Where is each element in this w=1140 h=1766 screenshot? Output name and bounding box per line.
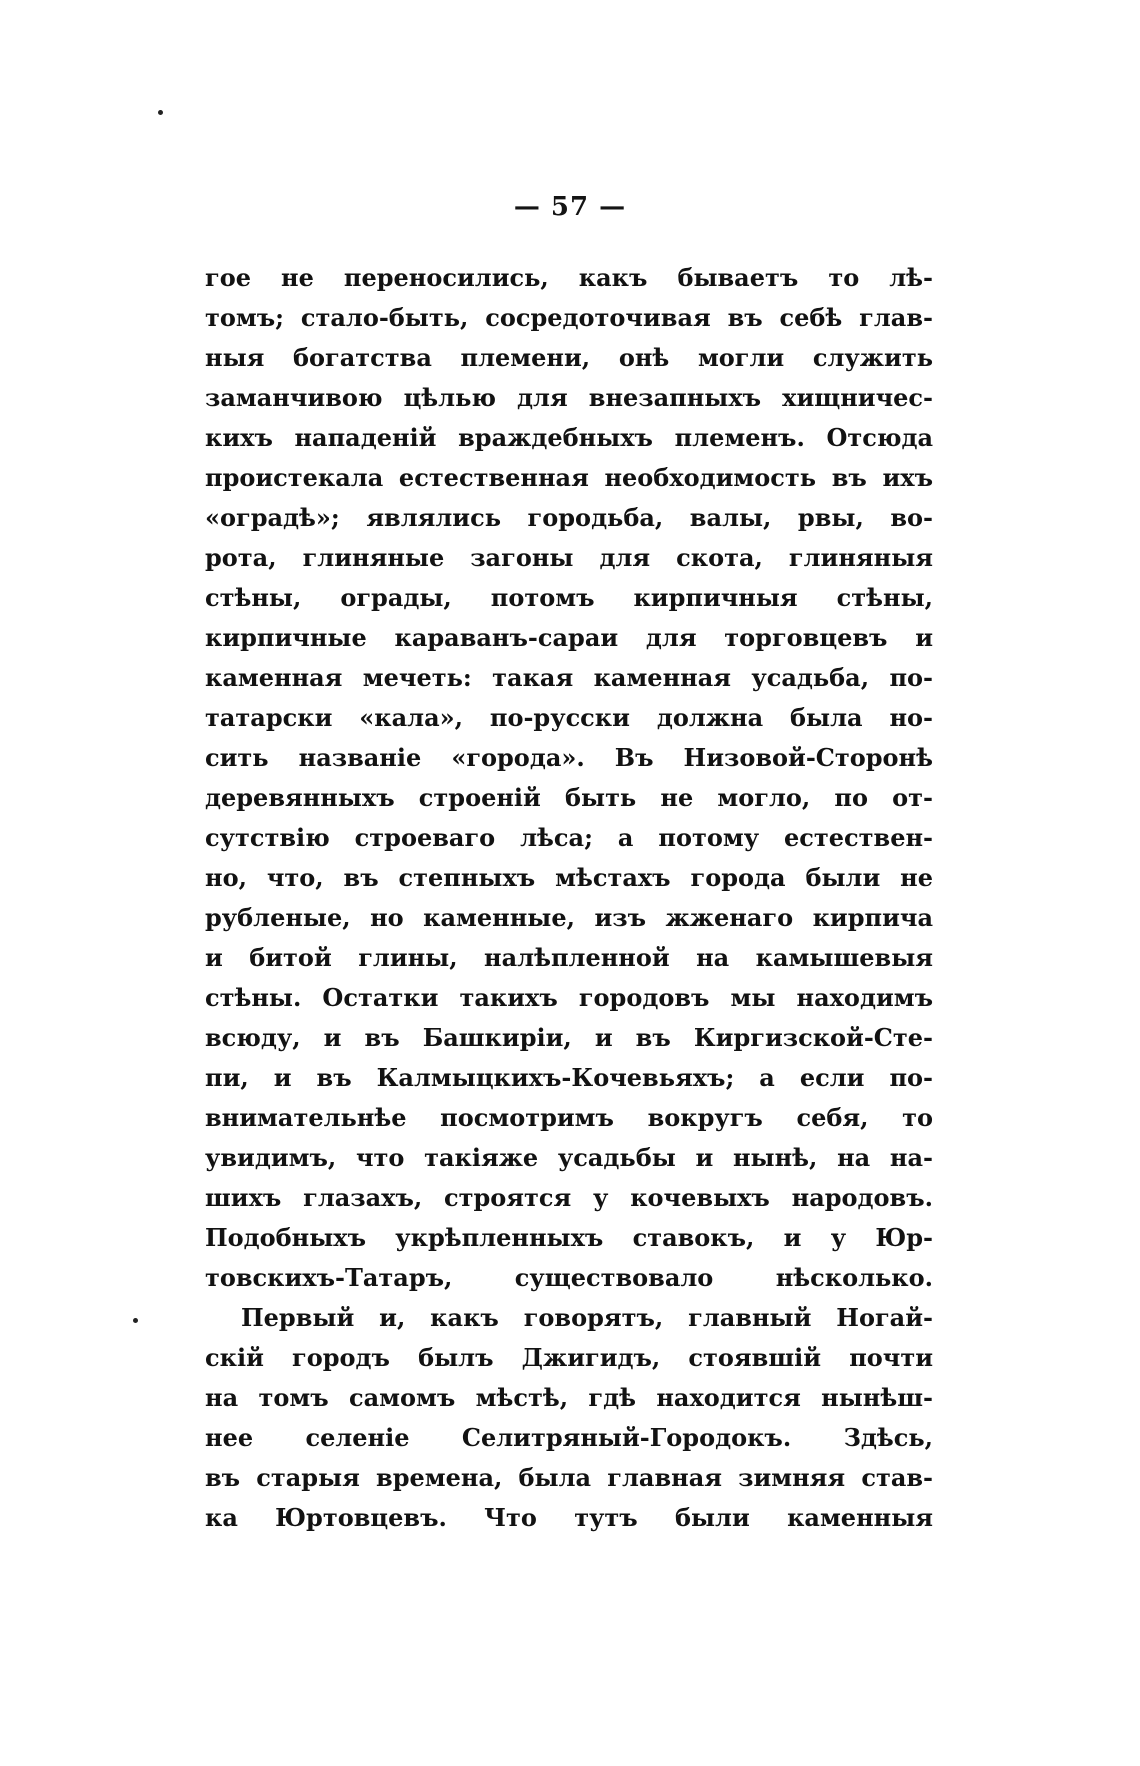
text-line: деревянныхъ строеній быть не могло, по от-	[205, 783, 933, 812]
text-line: рота, глиняные загоны для скота, глиняныя	[205, 543, 933, 572]
text-line: рубленые, но каменные, изъ жженаго кирпича	[205, 903, 933, 932]
text-line: ныя богатства племени, онѣ могли служить	[205, 343, 933, 372]
text-line: Подобныхъ укрѣпленныхъ ставокъ, и у Юр-	[205, 1223, 933, 1252]
text-line: нее селеніе Селитряный-Городокъ. Здѣсь,	[205, 1423, 933, 1452]
body-text	[205, 258, 933, 1538]
ink-speck	[158, 110, 163, 115]
text-line: томъ; стало-быть, сосредоточивая въ себѣ глав-	[205, 303, 933, 332]
text-line: въ старыя времена, была главная зимняя став-	[205, 1463, 933, 1492]
text-line: кихъ нападеній враждебныхъ племенъ. Отсюда	[205, 423, 933, 452]
text-line: но, что, въ степныхъ мѣстахъ города были не	[205, 863, 933, 892]
text-line: на томъ самомъ мѣстѣ, гдѣ находится нынѣш-	[205, 1383, 933, 1412]
text-line: шихъ глазахъ, строятся у кочевыхъ народовъ.	[205, 1183, 933, 1212]
text-line: татарски «кала», по-русски должна была но-	[205, 703, 933, 732]
text-line: товскихъ-Татаръ, существовало нѣсколько.	[205, 1263, 933, 1292]
text-line: сить названіе «города». Въ Низовой-Сторонѣ	[205, 743, 933, 772]
text-line: и битой глины, налѣпленной на камышевыя	[205, 943, 933, 972]
text-line: стѣны, ограды, потомъ кирпичныя стѣны,	[205, 583, 933, 612]
text-line: стѣны. Остатки такихъ городовъ мы находимъ	[205, 983, 933, 1012]
text-line: кирпичные караванъ-сараи для торговцевъ и	[205, 623, 933, 652]
text-line: Первый и, какъ говорятъ, главный Ногай-	[241, 1303, 933, 1332]
ink-speck	[133, 1318, 138, 1323]
text-line: внимательнѣе посмотримъ вокругъ себя, то	[205, 1103, 933, 1132]
text-line: каменная мечеть: такая каменная усадьба, по-	[205, 663, 933, 692]
text-line: заманчивою цѣлью для внезапныхъ хищничес-	[205, 383, 933, 412]
text-line: «оградѣ»; являлись городьба, валы, рвы, во-	[205, 503, 933, 532]
text-line: всюду, и въ Башкиріи, и въ Киргизской-Сте-	[205, 1023, 933, 1052]
text-line: сутствію строеваго лѣса; а потому естествен-	[205, 823, 933, 852]
text-line: пи, и въ Калмыцкихъ-Кочевьяхъ; а если по-	[205, 1063, 933, 1092]
text-line: ка Юртовцевъ. Что тутъ были каменныя	[205, 1503, 933, 1532]
text-line: скій городъ былъ Джигидъ, стоявшій почти	[205, 1343, 933, 1372]
text-line: гое не переносились, какъ бываетъ то лѣ-	[205, 263, 933, 292]
text-line: проистекала естественная необходимость въ ихъ	[205, 463, 933, 492]
text-line: увидимъ, что такіяже усадьбы и нынѣ, на на-	[205, 1143, 933, 1172]
page-number: — 57 —	[513, 192, 627, 222]
